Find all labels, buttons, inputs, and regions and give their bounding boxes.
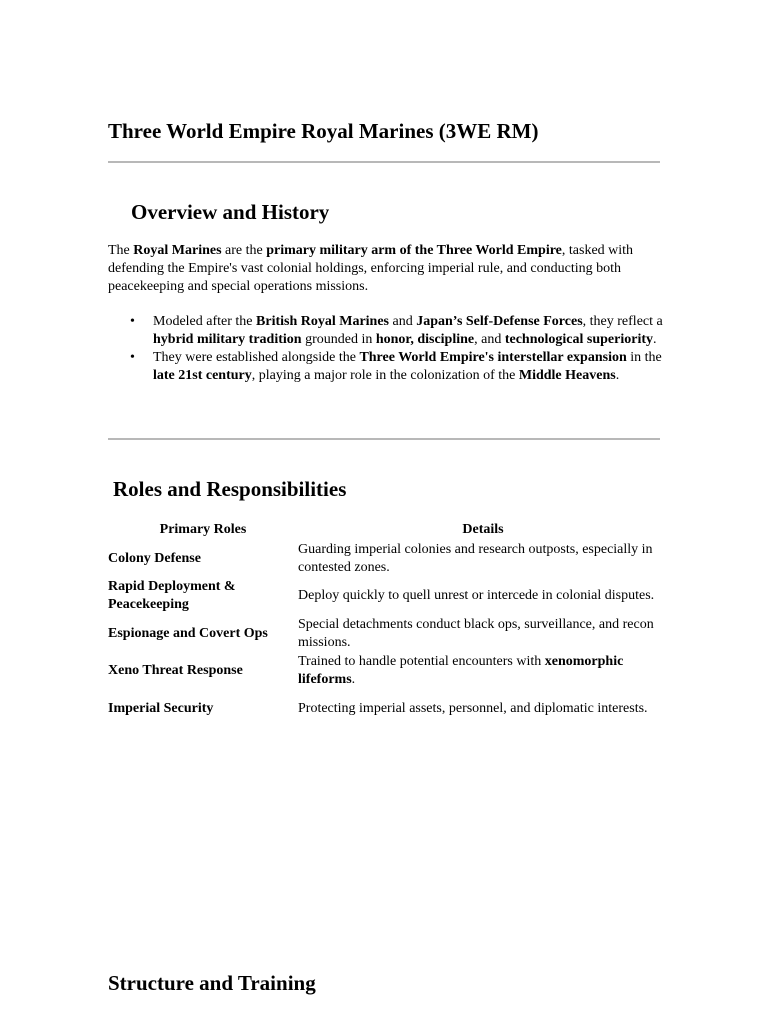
text-run: , and: [474, 332, 505, 347]
section-divider: [108, 438, 660, 440]
text-run: They were established alongside the: [153, 350, 360, 365]
overview-bullet-list: [108, 313, 664, 385]
details-cell: [298, 578, 668, 616]
role-cell: Imperial Security: [108, 700, 214, 716]
text-run: The: [108, 243, 134, 258]
role-cell: Rapid Deployment & Peacekeeping: [108, 579, 236, 613]
bold-text-run: hybrid military tradition: [153, 332, 302, 347]
overview-bullet-item: [108, 349, 664, 385]
bold-text-run: xenomorphic lifeforms: [298, 654, 624, 688]
table-row: [108, 653, 668, 691]
text-run: .: [653, 332, 657, 347]
text-run: .: [615, 368, 620, 383]
bold-text-run: primary military arm of the Three World Empire: [266, 243, 562, 258]
roles-table-header-row: [108, 520, 668, 540]
overview-bullet-item: [108, 313, 664, 349]
overview-heading: Overview and History: [131, 200, 330, 224]
details-cell: [298, 653, 668, 691]
details-cell: [298, 540, 668, 578]
text-run: , playing a major role in the colonization of the: [251, 368, 519, 383]
details-cell: [298, 690, 668, 728]
role-cell: Espionage and Covert Ops: [108, 625, 268, 641]
structure-heading: Structure and Training: [108, 971, 316, 995]
text-run: .: [351, 672, 356, 688]
overview-intro-paragraph: [108, 242, 664, 296]
bold-text-run: honor, discipline: [375, 332, 475, 347]
text-run: , tasked with defending the Empire's vast colonial holdings, enforcing imperial rule, and conducting both peacekeeping and special operations missions.: [108, 243, 634, 294]
role-cell: Colony Defense: [108, 550, 201, 566]
details-cell: [298, 615, 668, 653]
title-divider: [108, 161, 660, 163]
text-run: grounded in: [301, 332, 376, 347]
table-row: [108, 540, 668, 578]
bold-text-run: Royal Marines: [133, 243, 222, 258]
bold-text-run: Three World Empire's interstellar expansion: [359, 350, 627, 365]
text-run: Trained to handle potential encounters with: [298, 654, 545, 670]
roles-heading: Roles and Responsibilities: [113, 477, 347, 501]
bold-text-run: Japan’s Self-Defense Forces: [416, 314, 583, 329]
text-run: Special detachments conduct black ops, surveillance, and recon missions.: [298, 616, 654, 650]
text-run: Protecting imperial assets, personnel, and diplomatic interests.: [298, 700, 648, 716]
text-run: Guarding imperial colonies and research outposts, especially in contested zones.: [298, 541, 653, 575]
bold-text-run: late 21st century: [153, 368, 252, 383]
table-row: [108, 578, 668, 616]
document-title: Three World Empire Royal Marines (3WE RM): [108, 119, 539, 143]
roles-table: [108, 520, 668, 728]
table-row: [108, 615, 668, 653]
column-header-primary-roles: Primary Roles: [159, 522, 247, 537]
text-run: and: [389, 314, 417, 329]
bold-text-run: technological superiority: [504, 332, 653, 347]
column-header-details: Details: [462, 522, 504, 537]
text-run: , they reflect a: [582, 314, 663, 329]
role-cell: Xeno Threat Response: [108, 663, 243, 679]
table-row: [108, 690, 668, 728]
text-run: Deploy quickly to quell unrest or intercede in colonial disputes.: [298, 588, 655, 604]
bold-text-run: Middle Heavens: [518, 368, 616, 383]
text-run: are the: [221, 243, 267, 258]
text-run: Modeled after the: [153, 314, 257, 329]
bold-text-run: British Royal Marines: [256, 314, 390, 329]
text-run: in the: [626, 350, 662, 365]
